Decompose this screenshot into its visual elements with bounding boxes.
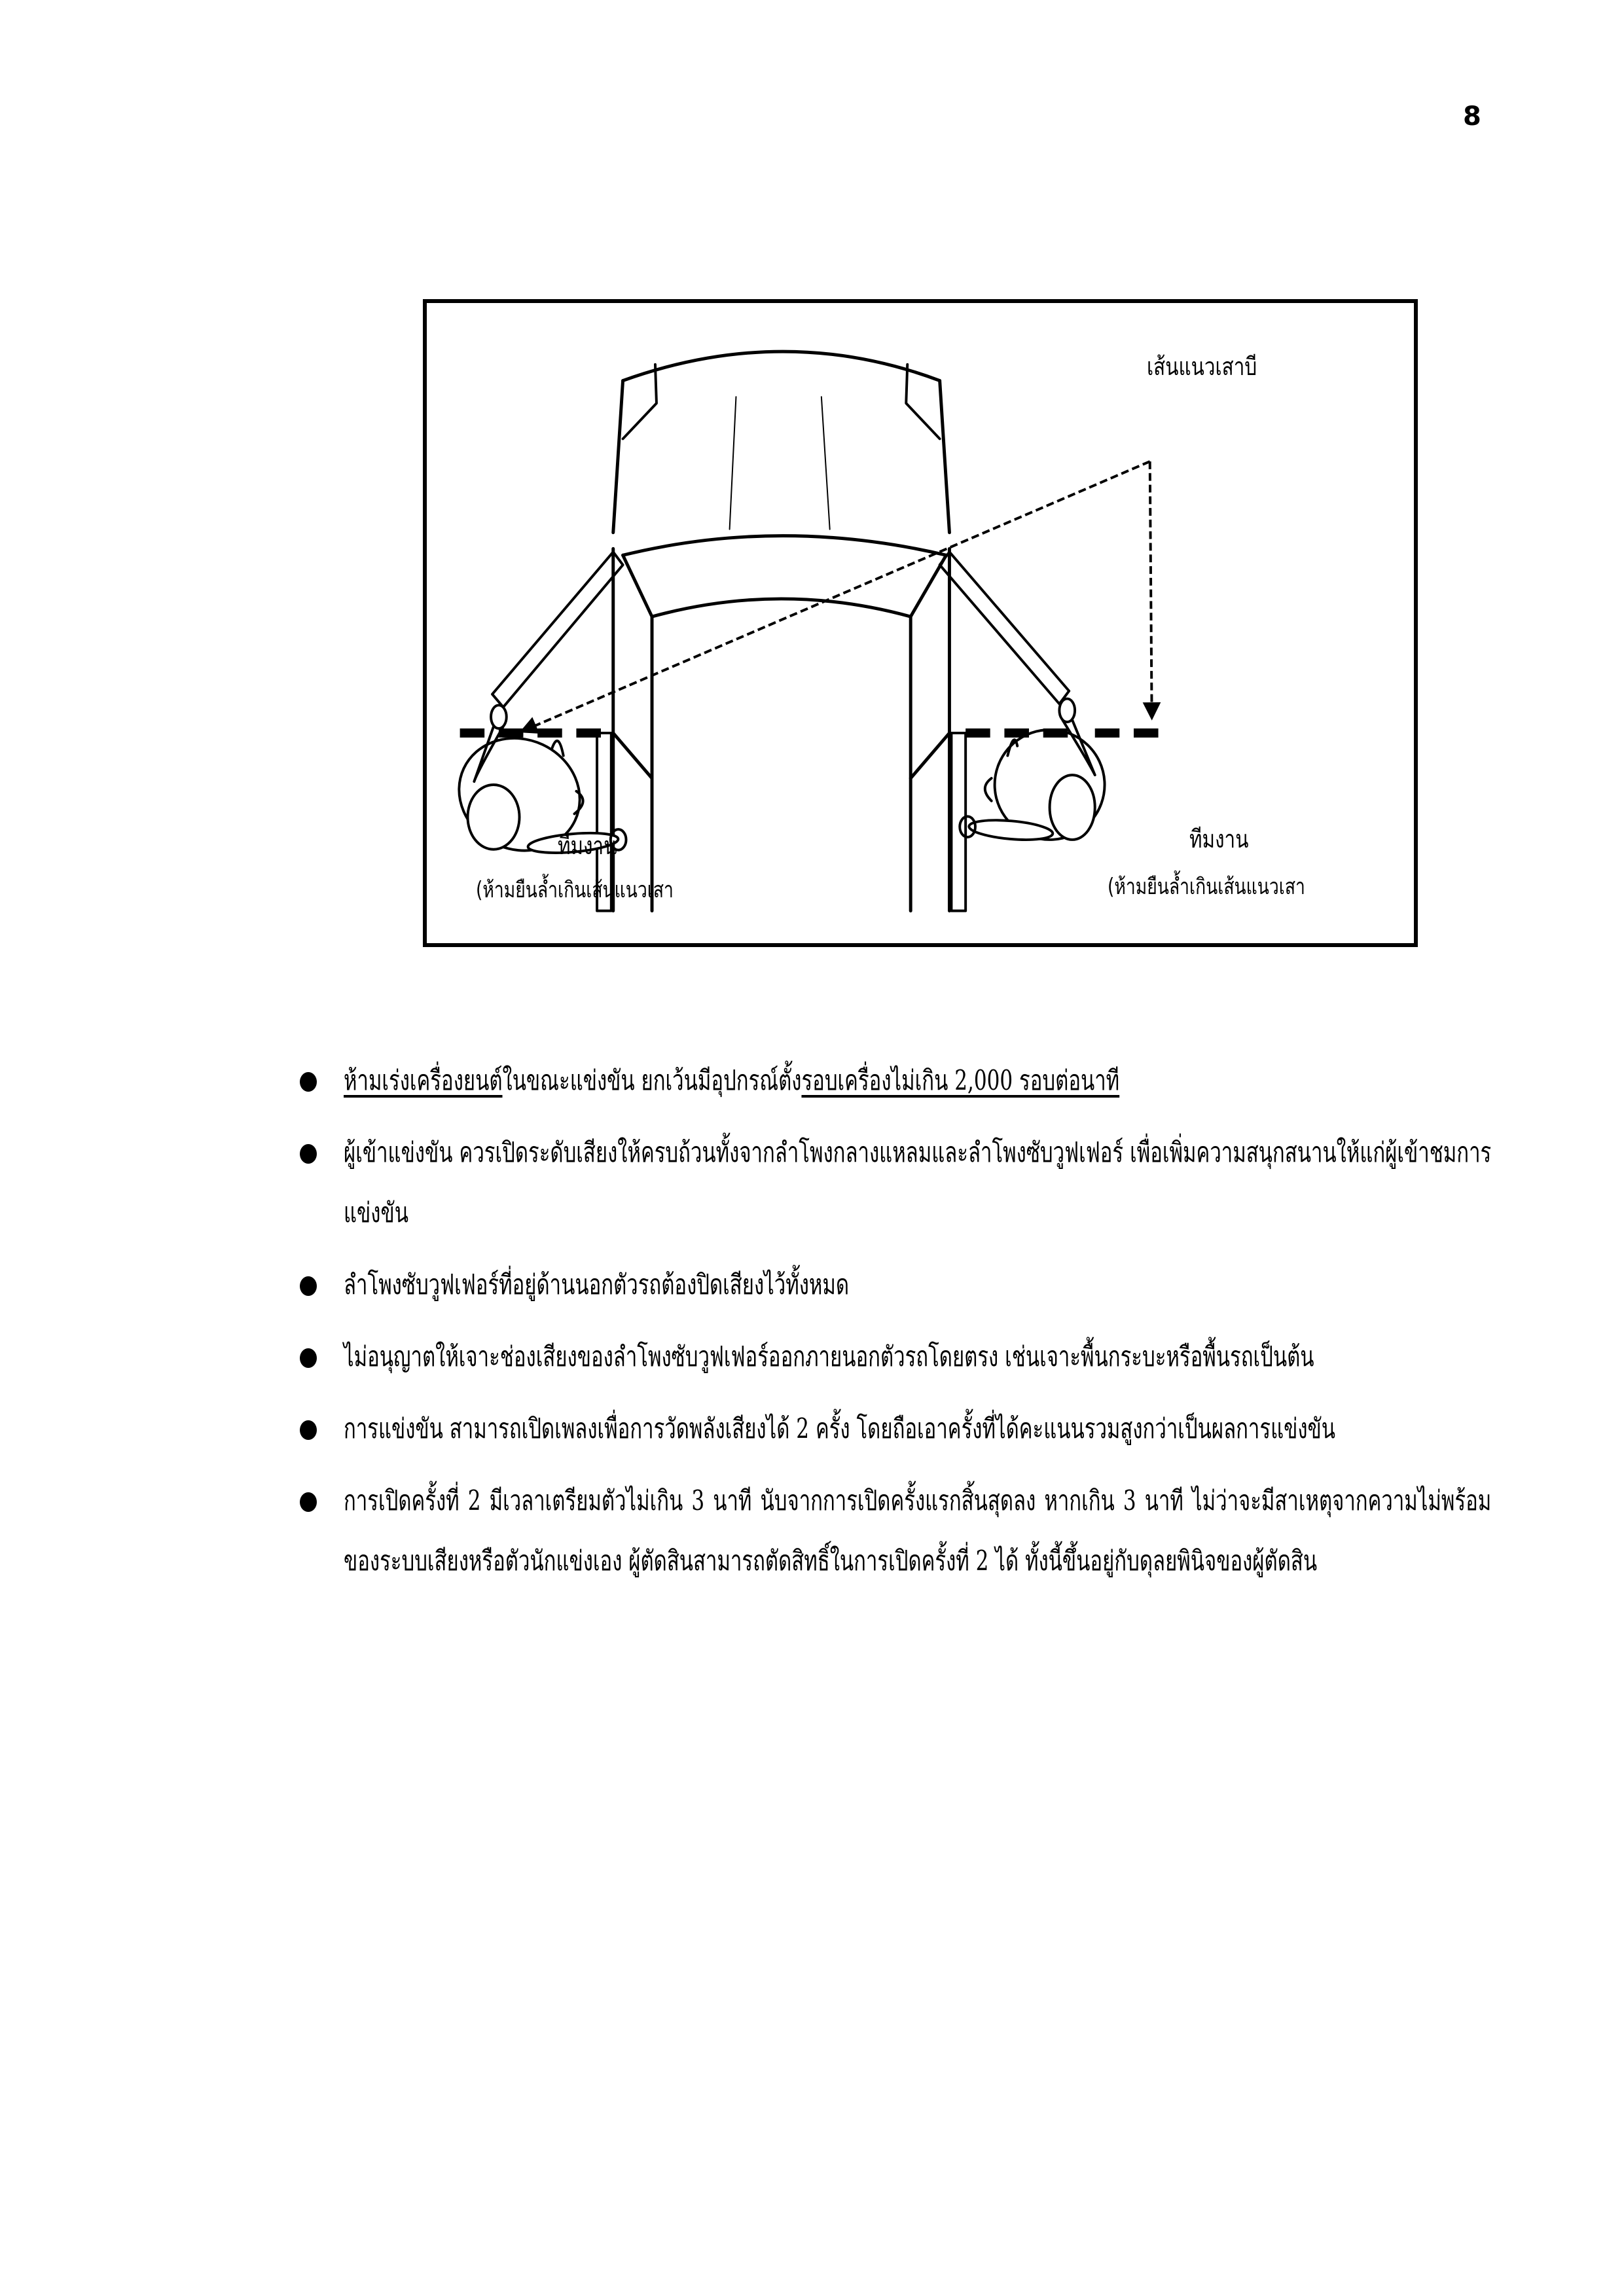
- rule-text: ไม่อนุญาตให้เจาะช่องเสียงของลำโพงซับวูฟเฟอร์ออกภายนอกตัวรถโดยตรง เช่นเจาะพื้นกระบะหรือพื้นรถเป็นต้น: [344, 1340, 1314, 1372]
- car-cabin-right-side: [940, 381, 950, 533]
- rule-text: การเปิดครั้งที่ 2 มีเวลาเตรียมตัวไม่เกิน 3 นาที นับจากการเปิดครั้งแรกสิ้นสุดลง หากเกิน 3 นาที ไม่ว่าจะมีสาเหตุจากความไม่พร้อมของระบบเสียงหรือตัวนักแข่งเอง ผู้ตัดสินสามารถตัดสิทธิ์ในการเปิดครั้งที่ 2 ได้ ทั้งนี้ขึ้นอยู่กับดุลยพินิจของผู้ตัดสิน: [344, 1484, 1492, 1577]
- left-staff-note: (ห้ามยืนล้ำเกินเส้นแนวเสา: [476, 877, 674, 903]
- car-body-arc-inner: [652, 599, 911, 617]
- rule-emphasis: รอบเครื่องไม่เกิน 2,000 รอบต่อนาที: [801, 1064, 1120, 1096]
- pole-line-diagram: [423, 299, 1418, 947]
- rule-item: [295, 1122, 1492, 1243]
- rule-emphasis: ห้ามเร่งเครื่องยนต์: [344, 1064, 503, 1096]
- rule-item: [295, 1399, 1492, 1459]
- rule-item: [295, 1255, 1492, 1315]
- car-body-arc-top: [623, 536, 947, 556]
- rule-item: [295, 1327, 1492, 1387]
- page-number: 8: [1463, 101, 1481, 132]
- rule-text: [344, 1050, 1491, 1111]
- rule-text-segment: ในขณะแข่งขัน ยกเว้นมีอุปกรณ์ตั้ง: [502, 1064, 802, 1096]
- rule-item: [295, 1050, 1492, 1111]
- rule-item: [295, 1471, 1492, 1591]
- right-staff-note: (ห้ามยืนล้ำเกินเส้นแนวเสา: [1108, 874, 1305, 900]
- rule-text: การแข่งขัน สามารถเปิดเพลงเพื่อการวัดพลังเสียงได้ 2 ครั้ง โดยถือเอาครั้งที่ได้คะแนนรวมสูงกว่าเป็นผลการแข่งขัน: [344, 1412, 1336, 1444]
- right-door-panel: [951, 733, 965, 911]
- rule-text: ผู้เข้าแข่งขัน ควรเปิดระดับเสียงให้ครบถ้วนทั้งจากลำโพงกลางแหลมและลำโพงซับวูฟเฟอร์ เพื่อเพิ่มความสนุกสนานให้แก่ผู้เข้าชมการแข่งขัน: [344, 1136, 1492, 1229]
- arrow-to-right-line: [1150, 461, 1152, 717]
- left-staff-title: ทีมงาน: [558, 831, 617, 860]
- left-open-door: [492, 552, 623, 707]
- right-staff-figure: [960, 699, 1123, 858]
- pole-line-label: เส้นแนวเสาบี: [1147, 352, 1257, 381]
- right-open-door: [940, 552, 1070, 704]
- right-staff-title: ทีมงาน: [1189, 825, 1249, 853]
- rule-text: ลำโพงซับวูฟเฟอร์ที่อยู่ด้านนอกตัวรถต้องปิดเสียงไว้ทั้งหมด: [344, 1268, 850, 1300]
- car-cabin-roof: [623, 351, 940, 380]
- car-cabin-left-side: [613, 381, 623, 533]
- rules-list: [295, 1050, 1492, 1603]
